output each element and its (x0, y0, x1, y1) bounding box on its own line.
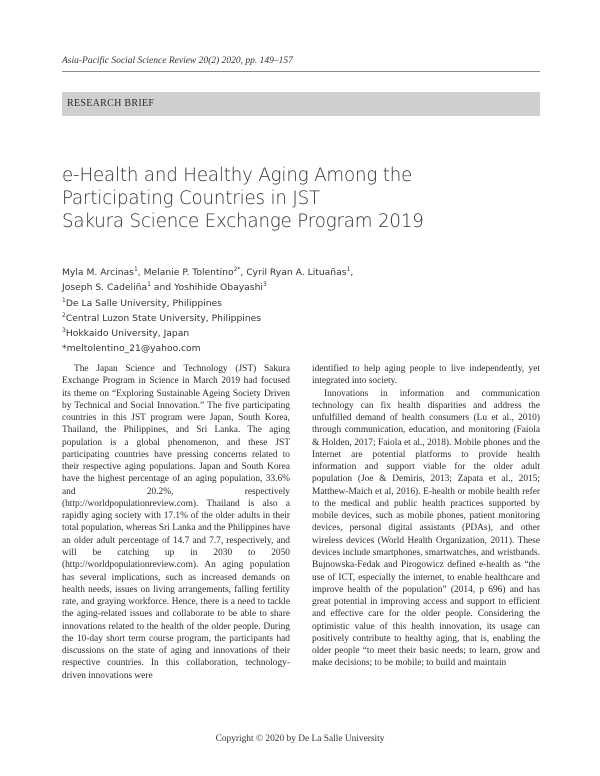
title-line-1: e-Health and Healthy Aging Among the (62, 165, 413, 186)
author-name: Melanie P. Tolentino (143, 267, 234, 278)
affiliation-2: $^2$Central Luzon State University, Philippines (62, 311, 262, 324)
author-name: Joseph S. Cadeliña (62, 282, 148, 294)
author-name: Myla M. Arcinas (62, 267, 134, 278)
body-column-left (62, 363, 290, 682)
author-sup: 2* (233, 266, 241, 273)
author-sup: 1 (346, 266, 351, 273)
author-line-1: Myla M. Arcinas$^1$, Melanie P. Tolentino$^{2*}$, Cyril Ryan A. Lituañas$^1$, (62, 266, 354, 278)
author-name: Yoshihide Obayashi (174, 282, 263, 294)
header-rule (62, 71, 540, 72)
title-line-3: Sakura Science Exchange Program 2019 (62, 211, 424, 232)
article-title (62, 164, 542, 233)
author-sup: 1 (147, 281, 151, 289)
author-name: Cyril Ryan A. Lituañas (246, 267, 347, 278)
body-column-right (312, 363, 540, 670)
body-paragraph: Innovations in information and communication technology can fix health disparities and address the unfulfilled demand of health consumers (Lu et al., 2010) through communication, education, and monitoring (Faiola & Holden, 2017; Faiola et al., 2018). Mobile phones and the Internet are potential platforms to provide health information and support viable for the older adult population (Joe & Demiris, 2013; Zapata et al., 2015; Matthew-Maich et al, 2016). E-health or mobile health refer to the medical and public health practices supported by mobile devices, such as mobile phones, patient monitoring devices, personal digital assistants (PDAs), and other wireless devices (World Health Organization, 2011). These devices include smartphones, smartwatches, and wristbands. Bujnowska-Fedak and Pirogowicz defined e-health as “the use of ICT, especially the internet, to enable healthcare and improve health of the population” (2014, p 696) and has great potential in improving access and support to efficient and effective care for the older people. Considering the optimistic value of this health innovation, its usage can positively contribute to healthy aging, that is, enabling the older people “to meet their basic needs; to learn, grow and make decisions; to be mobile; to build and maintain (312, 388, 540, 669)
section-label: RESEARCH BRIEF (67, 98, 155, 109)
copyright-footer: Copyright © 2020 by De La Salle University (215, 734, 385, 744)
author-sup: 1 (133, 266, 138, 273)
affiliation-3: $^3$Hokkaido University, Japan (62, 327, 190, 340)
body-paragraph-continued: identified to help aging people to live independently, yet integrated into society. (312, 364, 540, 387)
body-paragraph: The Japan Science and Technology (JST) Sakura Exchange Program in Science in March 2019 had focused its theme on “Exploring Sustainable Ageing Society Driven by Technical and Social Innovation.” The five participating countries in this JST program were Japan, South Korea, Thailand, the Philippines, and Sri Lanka. The aging population is a global phenomenon, and these JST participating countries have pressing concerns related to their respective aging populations. Japan and South Korea have the highest percentage of an aging population, 33.6% and 20.2%, respectively (http://worldpopulationreview.com). Thailand is also a rapidly aging society with 17.1% of the older adults in their total population, whereas Sri Lanka and the Philippines have an older adult percentage of 14.7 and 7.7, respectively, and will be catching up in 2030 to 2050 (http://worldpopulationreview.com). An aging population has several implications, such as increased demands on health needs, issues on living arrangements, falling fertility rate, and graying workforce. Hence, there is a need to tackle the aging-related issues and collaborate to be able to share innovations related to the health of the older people. During the 10-day short term course program, the participants had discussions on the state of aging and innovations of their respective countries. In this collaboration, technology-driven innovations were (62, 364, 290, 681)
author-block (62, 265, 540, 357)
affiliation-1: $^1$De La Salle University, Philippines (62, 296, 222, 309)
author-line-2: Joseph S. Cadeliña$^1$ and Yoshihide Obayashi$^3$ (62, 281, 267, 294)
corresponding-email: *meltolentino_21@yahoo.com (62, 343, 201, 355)
title-line-2: Participating Countries in JST (62, 188, 320, 209)
running-head: Asia-Pacific Social Science Review 20(2) 2020, pp. 149–157 (62, 56, 293, 66)
author-sup: 3 (262, 281, 267, 289)
